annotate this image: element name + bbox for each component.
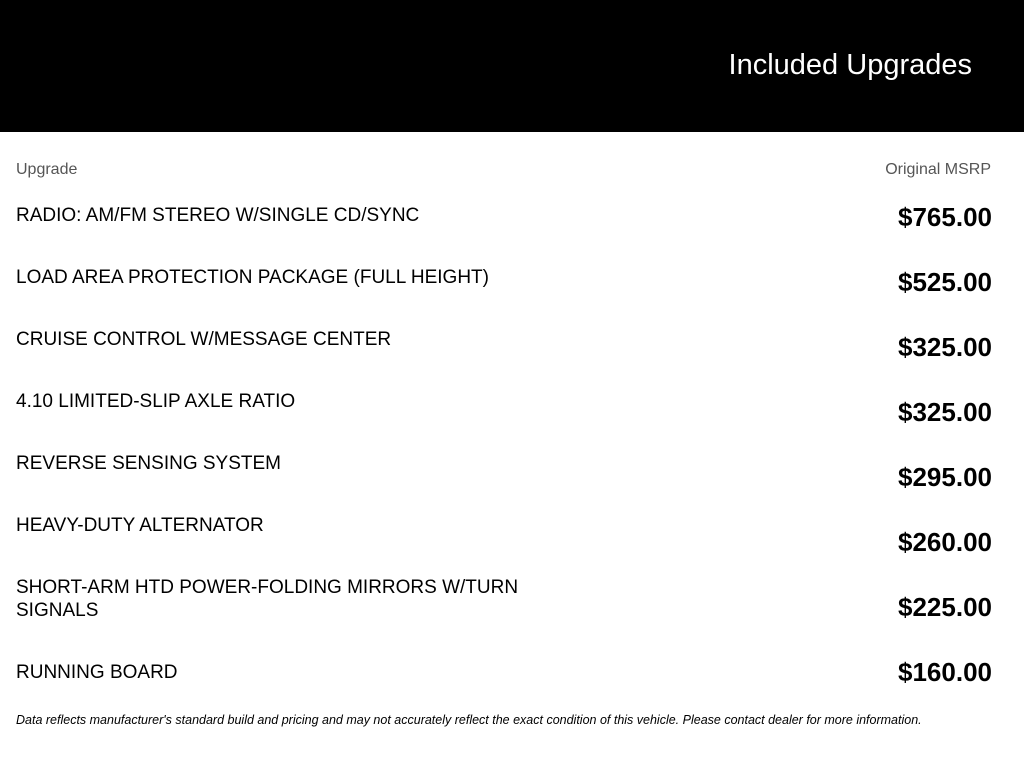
upgrade-price: $260.00 — [898, 527, 992, 557]
upgrade-name: LOAD AREA PROTECTION PACKAGE (FULL HEIGHT) — [16, 267, 489, 288]
upgrade-row — [0, 576, 1024, 636]
column-header-upgrade: Upgrade — [16, 161, 78, 178]
column-header-original-msrp: Original MSRP — [885, 161, 991, 178]
upgrade-row — [0, 328, 1024, 388]
upgrade-price: $325.00 — [898, 332, 992, 362]
upgrade-name: CRUISE CONTROL W/MESSAGE CENTER — [16, 329, 392, 350]
upgrade-name: RUNNING BOARD — [16, 662, 178, 683]
upgrade-row — [0, 452, 1024, 512]
page-title: Included Upgrades — [728, 49, 972, 81]
upgrade-name: REVERSE SENSING SYSTEM — [16, 453, 282, 474]
upgrade-name: HEAVY-DUTY ALTERNATOR — [16, 515, 264, 536]
upgrade-price: $225.00 — [898, 592, 992, 622]
upgrade-price: $295.00 — [898, 462, 992, 492]
upgrade-row — [0, 266, 1024, 326]
upgrade-price: $325.00 — [898, 397, 992, 427]
upgrade-price: $765.00 — [898, 202, 992, 232]
upgrade-name: SHORT-ARM HTD POWER-FOLDING MIRRORS W/TURN SIGNALS — [16, 577, 519, 621]
upgrade-price: $160.00 — [898, 657, 992, 687]
upgrade-name: RADIO: AM/FM STEREO W/SINGLE CD/SYNC — [16, 205, 420, 226]
upgrade-row — [0, 390, 1024, 450]
disclaimer-text: Data reflects manufacturer's standard build and pricing and may not accurately reflect the exact condition of this vehicle. Please contact dealer for more information. — [16, 713, 922, 727]
upgrade-price: $525.00 — [898, 267, 992, 297]
upgrade-row — [0, 204, 1024, 264]
upgrade-row — [0, 514, 1024, 574]
header-bar — [0, 0, 1024, 132]
upgrade-name: 4.10 LIMITED-SLIP AXLE RATIO — [16, 391, 296, 412]
